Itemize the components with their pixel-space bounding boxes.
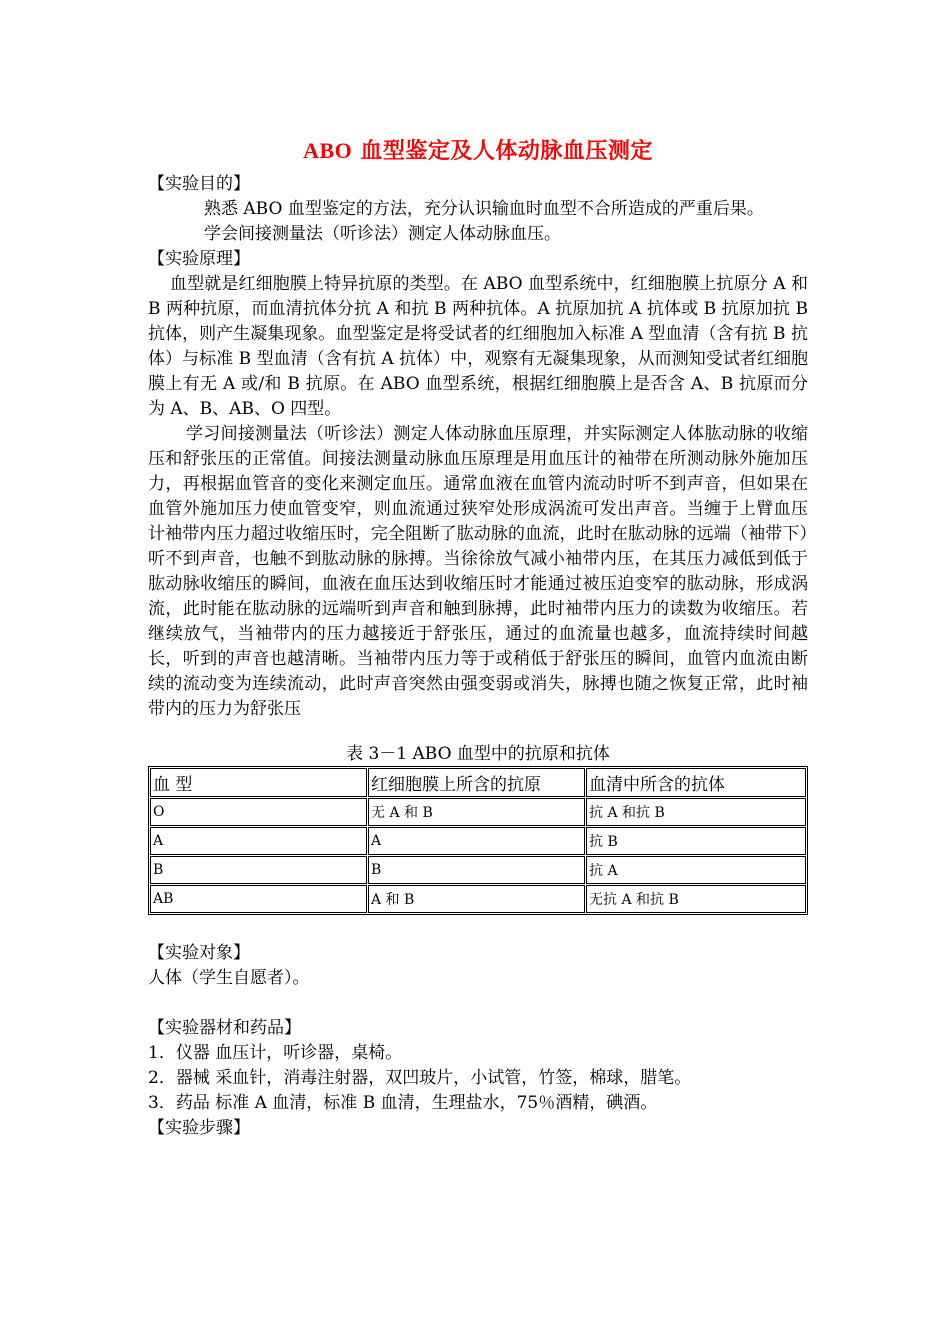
spacer xyxy=(148,991,808,1016)
table-header-cell: 红细胞膜上所含的抗原 xyxy=(368,768,585,797)
subject-heading: 【实验对象】 xyxy=(148,943,250,963)
table-cell: 抗 A 和抗 B xyxy=(586,798,806,826)
table-row xyxy=(150,827,806,855)
table-cell: 无抗 A 和抗 B xyxy=(586,885,806,913)
table-cell: AB xyxy=(150,885,367,913)
table-cell: A xyxy=(368,827,585,855)
spacer xyxy=(148,915,808,941)
principle-paragraph-2: 学习间接测量法（听诊法）测定人体动脉血压原理，并实际测定人体肱动脉的收缩压和舒张压的正常值。间接法测量动脉血压原理是用血压计的袖带在所测动脉外施加压力，再根据血管音的变化来测定血压。通常血液在血管内流动时听不到声音，但如果在血管外施加压力使血管变窄，则血流通过狭窄处形成涡流可发出声音。当缠于上臂血压计袖带内压力超过收缩压时，完全阻断了肱动脉的血流，此时在肱动脉的远端（袖带下）听不到声音，也触不到肱动脉的脉搏。当徐徐放气减小袖带内压，在其压力减低到低于肱动脉收缩压的瞬间，血液在血压达到收缩压时才能通过被压迫变窄的肱动脉，形成涡流，此时能在肱动脉的远端听到声音和触到脉搏，此时袖带内压力的读数为收缩压。若继续放气，当袖带内的压力越接近于舒张压，通过的血流量也越多，血流持续时间越长，听到的声音也越清晰。当袖带内压力等于或稍低于舒张压的瞬间，血管内血流由断续的流动变为连续流动，此时声音突然由强变弱或消失，脉搏也随之恢复正常，此时袖带内的压力为舒张压 xyxy=(148,424,808,719)
table-header-cell: 血 型 xyxy=(150,768,367,797)
table-cell: A xyxy=(150,827,367,855)
table-cell: O xyxy=(150,798,367,826)
purpose-heading: 【实验目的】 xyxy=(148,174,250,194)
subject-text: 人体（学生自愿者）。 xyxy=(148,968,310,988)
table-row xyxy=(150,885,806,913)
materials-item: 3．药品 标准 A 血清，标准 B 血清，生理盐水，75％酒精，碘酒。 xyxy=(148,1093,658,1113)
purpose-paragraph-1: 熟悉 ABO 血型鉴定的方法，充分认识输血时血型不合所造成的严重后果。 xyxy=(204,199,764,219)
steps-heading: 【实验步骤】 xyxy=(148,1118,250,1138)
purpose-paragraph-2: 学会间接测量法（听诊法）测定人体动脉血压。 xyxy=(204,224,561,244)
abo-antigen-table xyxy=(148,766,808,915)
materials-item: 2．器械 采血针，消毒注射器，双凹玻片，小试管，竹签，棉球，腊笔。 xyxy=(148,1068,692,1088)
table-cell: A 和 B xyxy=(368,885,585,913)
title-rest: 血型鉴定及人体动脉血压测定 xyxy=(352,138,653,164)
principle-paragraph-1: 血型就是红细胞膜上特异抗原的类型。在 ABO 血型系统中，红细胞膜上抗原分 A 和 B 两种抗原，而血清抗体分抗 A 和抗 B 两种抗体。A 抗原加抗 A 抗体或 B 抗原加抗 B 抗体，则产生凝集现象。血型鉴定是将受试者的红细胞加入标准 A 型血清（含有抗 B 抗体）与标准 B 型血清（含有抗 A 抗体）中，观察有无凝集现象，从而测知受试者红细胞膜上有无 A 或/和 B 抗原。在 ABO 血型系统，根据红细胞膜上是否含 A、B 抗原而分为 A、B、AB、O 四型。 xyxy=(148,274,808,419)
title-abo: ABO xyxy=(303,138,353,163)
table-cell: B xyxy=(368,856,585,884)
table-cell: B xyxy=(150,856,367,884)
table-row xyxy=(150,798,806,826)
document-title xyxy=(148,134,808,168)
table-cell: 抗 A xyxy=(586,856,806,884)
table-row xyxy=(150,856,806,884)
table-caption: 表 3－1 ABO 血型中的抗原和抗体 xyxy=(346,744,610,764)
table-header-row xyxy=(150,768,806,797)
table-header-cell: 血清中所含的抗体 xyxy=(586,768,806,797)
table-cell: 无 A 和 B xyxy=(368,798,585,826)
table-cell: 抗 B xyxy=(586,827,806,855)
materials-heading: 【实验器材和药品】 xyxy=(148,1018,301,1038)
materials-item: 1．仪器 血压计，听诊器，桌椅。 xyxy=(148,1043,403,1063)
document-page xyxy=(148,134,808,1141)
principle-heading: 【实验原理】 xyxy=(148,249,250,269)
